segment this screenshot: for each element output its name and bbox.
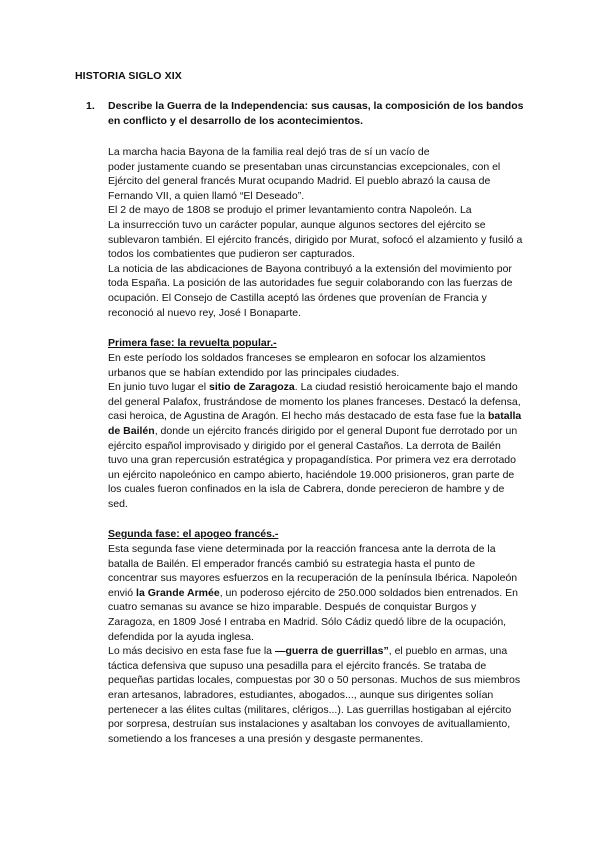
- intro-paragraph-2a: El 2 de mayo de 1808 se produjo el primer levantamiento contra Napoleón. La: [108, 204, 472, 217]
- bold-term-guerra-guerrillas: —guerra de guerrillas”: [274, 645, 389, 658]
- text-run: Esta segunda fase viene determinada por la reacción francesa ante la derrota de la batalla de Bailén. El emperador francés cambió su estrategia hasta el punto de concentrar sus mayores esfuerzos en la recuperación de la península Ibérica. Napoleón envió: [108, 543, 518, 599]
- question-text: Describe la Guerra de la Independencia: sus causas, la composición de los bandos en conflicto y el desarrollo de los acontecimientos.: [108, 100, 524, 127]
- phase-1-paragraph-2: [108, 380, 523, 511]
- phase-1-heading: Primera fase: la revuelta popular.-: [108, 337, 277, 349]
- phase-1-section: [108, 351, 523, 512]
- text-run: Lo más decisivo en esta fase fue la: [108, 645, 275, 658]
- bold-term-batalla-bailen: batalla de Bailén: [108, 410, 522, 437]
- phase-2-section: [108, 542, 523, 746]
- text-run: En junio tuvo lugar el: [108, 381, 209, 394]
- question-1: [86, 99, 526, 129]
- intro-paragraph-2b: La insurrección tuvo un carácter popular, aunque algunos sectores del ejército se sublevaron también. El ejército francés, dirigido por Murat, sofocó el alzamiento y fusiló a todos los combatientes que pudieron ser capturados.: [108, 218, 523, 261]
- phase-1-paragraph-1: En este período los soldados franceses se emplearon en sofocar los alzamientos urbanos que se habían extendido por las principales ciudades.: [108, 352, 486, 379]
- text-run: , donde un ejército francés dirigido por el general Dupont fue derrotado por un ejército español improvisado y dirigido por el general Castaños. La derrota de Bailén tuvo una gran repercusión estratégica y propagandística. Por primera vez era derrotado un ejército napoleónico en campo abierto, haciéndole 19.000 prisioneros, gran parte de los cuales fueron confinados en la isla de Cabrera, donde perecieron de hambre y de sed.: [108, 424, 518, 510]
- intro-section: [108, 145, 523, 320]
- text-run: . La ciudad resistió heroicamente bajo el mando del general Palafox, frustrándose de momento los planes franceses. Destacó la defensa, casi heroica, de Agustina de Aragón. El hecho más destacado de esta fase fue la: [108, 381, 521, 423]
- text-run: , un poderoso ejército de 250.000 soldados bien entrenados. En cuatro semanas su avance se hizo imparable. Después de conquistar Burgos y Zaragoza, en 1809 José I entraba en Madrid. Sólo Cádiz quedó libre de la ocupación, defendida por la ayuda inglesa.: [108, 586, 518, 643]
- text-run: , el pueblo en armas, una táctica defensiva que supuso una pesadilla para el ejército francés. Se trataba de pequeñas partidas locales, compuestas por 30 o 50 personas. Muchos de sus miembros eran artesanos, labradores, estudiantes, abogados..., aunque sus dirigentes solían pertenecer a las élites cultas (militares, clérigos...). Las guerrillas hostigaban al ejército por sorpresa, destruían sus instalaciones y asaltaban los convoyes de avituallamiento, sometiendo a los franceses a una presión y desgaste permanentes.: [108, 645, 521, 745]
- phase-2-paragraph-1: [108, 542, 523, 644]
- document-title: HISTORIA SIGLO XIX: [75, 70, 182, 82]
- bold-term-grande-armee: la Grande Armée: [136, 586, 220, 599]
- intro-paragraph-3: La noticia de las abdicaciones de Bayona contribuyó a la extensión del movimiento por toda España. La posición de las autoridades fue seguir colaborando con las fuerzas de ocupación. El Consejo de Castilla aceptó las órdenes que provenían de Francia y reconoció al nuevo rey, José I Bonaparte.: [108, 262, 513, 319]
- phase-2-heading: Segunda fase: el apogeo francés.-: [108, 528, 279, 540]
- intro-paragraph-1a: La marcha hacia Bayona de la familia real dejó tras de sí un vacío de: [108, 146, 430, 158]
- bold-term-sitio-zaragoza: sitio de Zaragoza: [208, 381, 295, 394]
- intro-paragraph-1b: poder justamente cuando se presentaban unas circunstancias excepcionales, con el Ejército del general francés Murat ocupando Madrid. El pueblo abrazó la causa de Fernando VII, a quien llamó “El Deseado”.: [108, 160, 501, 202]
- phase-2-paragraph-2: [108, 644, 523, 746]
- question-number: 1.: [86, 100, 95, 112]
